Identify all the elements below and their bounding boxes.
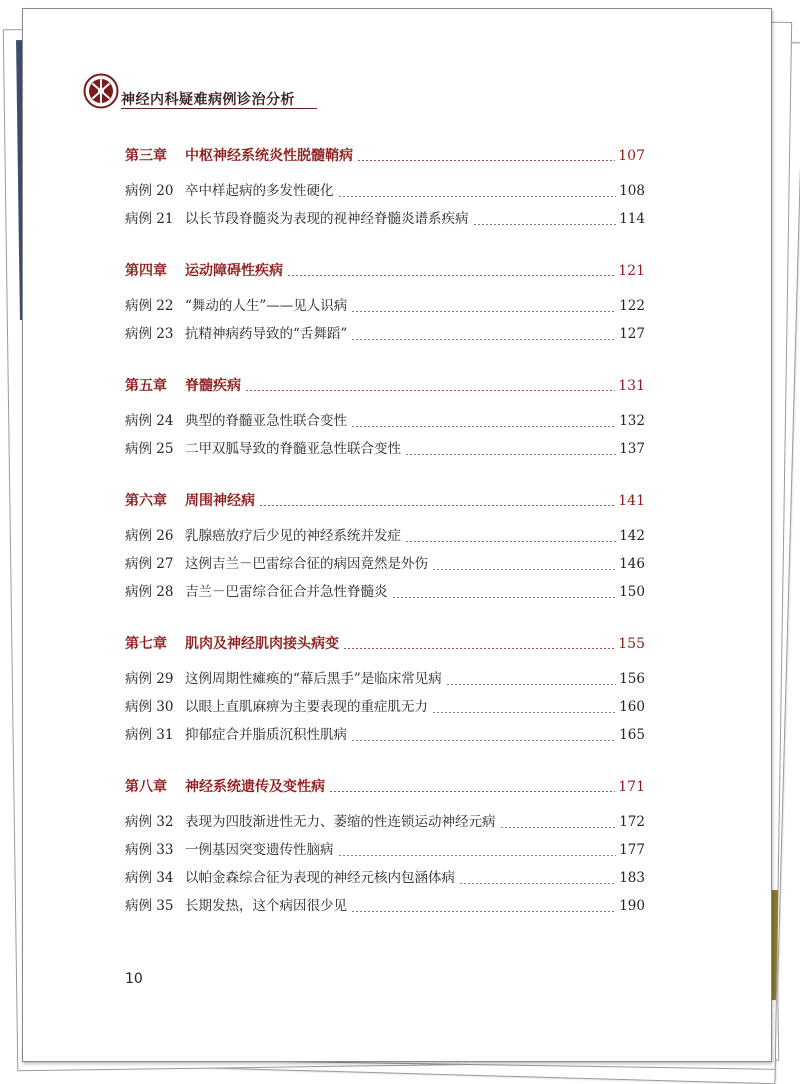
dot-leader (245, 390, 615, 391)
chapter-number: 第四章 (125, 263, 167, 279)
dot-leader (338, 196, 617, 197)
dot-leader (459, 883, 616, 884)
case-title: 抑郁症合并脂质沉积性肌病 (185, 727, 347, 743)
toc-entry[interactable] (125, 810, 645, 838)
dot-leader (259, 505, 615, 506)
toc-page-number: 172 (619, 814, 645, 830)
toc-page-number: 150 (619, 584, 645, 600)
toc-entry[interactable] (125, 179, 645, 207)
toc-entry[interactable] (125, 409, 645, 437)
toc-page-number: 155 (618, 636, 645, 652)
case-title: 表现为四肢渐进性无力、萎缩的性连锁运动神经元病 (185, 814, 496, 830)
case-title: 长期发热，这个病因很少见 (185, 898, 347, 914)
dot-leader (392, 597, 617, 598)
toc-page-number: 122 (619, 298, 645, 314)
toc-page-number: 165 (619, 727, 645, 743)
dot-leader (446, 684, 616, 685)
dot-leader (287, 275, 615, 276)
case-title: 这例吉兰－巴雷综合征的病因竟然是外伤 (185, 556, 428, 572)
toc-page-number: 107 (618, 148, 645, 164)
toc-entry[interactable] (125, 294, 645, 322)
case-title: 吉兰－巴雷综合征合并急性脊髓炎 (185, 584, 388, 600)
chapter-number: 第三章 (125, 148, 167, 164)
case-number: 病例 21 (125, 211, 174, 227)
dot-leader (500, 827, 617, 828)
dot-leader (351, 911, 616, 912)
case-number: 病例 34 (125, 870, 174, 886)
case-number: 病例 25 (125, 441, 174, 457)
toc-chapter-heading[interactable] (125, 260, 645, 284)
toc-page-number: 142 (619, 528, 645, 544)
case-number: 病例 33 (125, 842, 174, 858)
toc-page-number: 160 (619, 699, 645, 715)
case-number: 病例 26 (125, 528, 174, 544)
case-title: 抗精神病药导致的“舌舞蹈” (185, 326, 348, 342)
toc-entry[interactable] (125, 552, 645, 580)
toc-entry[interactable] (125, 524, 645, 552)
toc-entry[interactable] (125, 866, 645, 894)
toc-chapter-heading[interactable] (125, 776, 645, 800)
toc-entry[interactable] (125, 695, 645, 723)
dot-leader (473, 224, 617, 225)
chapter-title: 肌肉及神经肌肉接头病变 (185, 636, 339, 652)
toc-page-number: 127 (619, 326, 645, 342)
case-number: 病例 28 (125, 584, 174, 600)
dot-leader (338, 855, 617, 856)
toc-page-number: 137 (619, 441, 645, 457)
toc-entry[interactable] (125, 667, 645, 695)
dot-leader (329, 791, 615, 792)
toc-entry[interactable] (125, 723, 645, 751)
toc-entry[interactable] (125, 894, 645, 922)
chapter-title: 运动障碍性疾病 (185, 263, 283, 279)
chapter-number: 第五章 (125, 378, 167, 394)
case-title: 乳腺癌放疗后少见的神经系统并发症 (185, 528, 401, 544)
case-title: 二甲双胍导致的脊髓亚急性联合变性 (185, 441, 401, 457)
dot-leader (405, 541, 616, 542)
dot-leader (351, 311, 616, 312)
toc-page-number: 183 (619, 870, 645, 886)
toc-chapter-heading[interactable] (125, 633, 645, 657)
case-number: 病例 23 (125, 326, 174, 342)
chapter-title: 神经系统遗传及变性病 (185, 779, 325, 795)
case-title: 以眼上直肌麻痹为主要表现的重症肌无力 (185, 699, 428, 715)
running-header (83, 71, 313, 111)
dot-leader (405, 454, 616, 455)
case-number: 病例 29 (125, 671, 174, 687)
dot-leader (357, 160, 615, 161)
chapter-title: 脊髓疾病 (185, 378, 241, 394)
toc-page-number: 141 (618, 493, 645, 509)
toc-entry[interactable] (125, 437, 645, 465)
table-of-contents (125, 139, 645, 922)
dot-leader (351, 740, 616, 741)
case-number: 病例 35 (125, 898, 174, 914)
page-number: 10 (125, 971, 143, 987)
case-title: 一例基因突变遗传性脑病 (185, 842, 334, 858)
toc-page-number: 171 (618, 779, 645, 795)
toc-page-number: 146 (619, 556, 645, 572)
book-logo-icon (83, 73, 119, 109)
toc-page-number: 131 (618, 378, 645, 394)
case-number: 病例 30 (125, 699, 174, 715)
toc-entry[interactable] (125, 322, 645, 350)
toc-page-number: 190 (619, 898, 645, 914)
document-page (22, 8, 772, 1062)
running-header-title: 神经内科疑难病例诊治分析 (121, 92, 295, 108)
case-title: 典型的脊髓亚急性联合变性 (185, 413, 347, 429)
dot-leader (351, 426, 616, 427)
case-title: 卒中样起病的多发性硬化 (185, 183, 334, 199)
dot-leader (432, 712, 616, 713)
case-number: 病例 24 (125, 413, 174, 429)
toc-chapter-heading[interactable] (125, 490, 645, 514)
chapter-title: 中枢神经系统炎性脱髓鞘病 (185, 148, 353, 164)
case-title: “舞动的人生”——见人识病 (185, 298, 348, 314)
dot-leader (343, 648, 615, 649)
toc-page-number: 121 (618, 263, 645, 279)
case-number: 病例 32 (125, 814, 174, 830)
toc-entry[interactable] (125, 207, 645, 235)
case-number: 病例 22 (125, 298, 174, 314)
toc-chapter-heading[interactable] (125, 375, 645, 399)
case-title: 以长节段脊髓炎为表现的视神经脊髓炎谱系疾病 (185, 211, 469, 227)
chapter-number: 第七章 (125, 636, 167, 652)
case-title: 以帕金森综合征为表现的神经元核内包涵体病 (185, 870, 455, 886)
chapter-number: 第八章 (125, 779, 167, 795)
case-number: 病例 27 (125, 556, 174, 572)
toc-page-number: 132 (619, 413, 645, 429)
toc-entry[interactable] (125, 838, 645, 866)
case-number: 病例 20 (125, 183, 174, 199)
toc-page-number: 156 (619, 671, 645, 687)
case-title: 这例周期性瘫痪的“幕后黑手”是临床常见病 (185, 671, 442, 687)
case-number: 病例 31 (125, 727, 174, 743)
toc-entry[interactable] (125, 580, 645, 608)
toc-page-number: 114 (619, 211, 645, 227)
dot-leader (351, 339, 616, 340)
chapter-title: 周围神经病 (185, 493, 255, 509)
toc-page-number: 108 (619, 183, 645, 199)
toc-page-number: 177 (619, 842, 645, 858)
header-rule (121, 108, 317, 109)
chapter-number: 第六章 (125, 493, 167, 509)
dot-leader (432, 569, 616, 570)
toc-chapter-heading[interactable] (125, 145, 645, 169)
